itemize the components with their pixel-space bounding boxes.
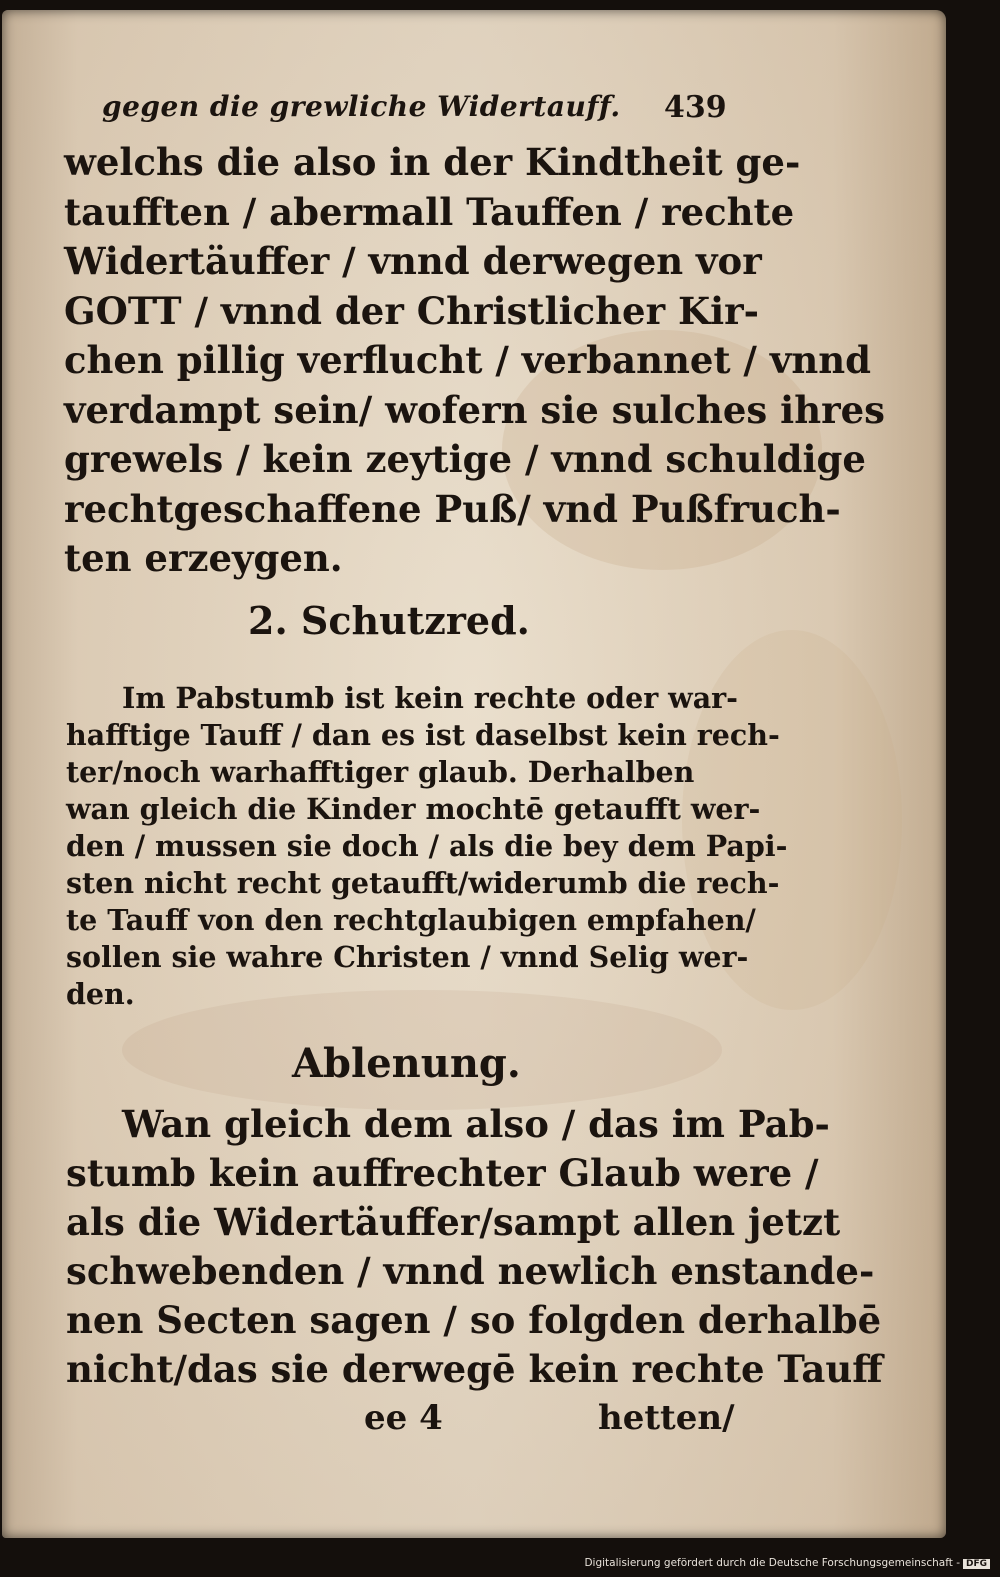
book-page xyxy=(2,10,946,1538)
catchword: hetten/ xyxy=(598,1398,735,1438)
text-line: stumb kein auffrechter Glaub were / xyxy=(66,1151,819,1195)
section-heading-schutzred: 2. Schutzred. xyxy=(248,598,530,643)
text-line: den / mussen sie doch / als die bey dem Papi- xyxy=(66,829,788,863)
text-line: rechtgeschaffene Puß/ vnd Pußfruch- xyxy=(64,486,841,531)
text-line: hafftige Tauff / dan es ist daselbst kein rech- xyxy=(66,718,780,752)
dfg-logo: DFG xyxy=(963,1559,990,1569)
text-line: schwebenden / vnnd newlich enstande- xyxy=(66,1249,875,1293)
running-head: gegen die grewliche Widertauff. xyxy=(102,90,621,123)
digitization-credit xyxy=(584,1557,990,1569)
text-line: als die Widertäuffer/sampt allen jetzt xyxy=(66,1200,841,1244)
paragraph-2 xyxy=(66,680,787,1013)
page-number: 439 xyxy=(664,90,727,125)
text-line: taufften / abermall Tauffen / rechte xyxy=(64,189,795,234)
text-line: nicht/das sie derwegē kein rechte Tauff xyxy=(66,1347,883,1391)
text-line: chen pillig verflucht / verbannet / vnnd xyxy=(64,338,871,382)
text-line: grewels / kein zeytige / vnnd schuldige xyxy=(64,437,866,481)
text-line: Im Pabstumb ist kein rechte oder war- xyxy=(122,681,739,715)
text-line: nen Secten sagen / so folgden derhalbē xyxy=(66,1298,882,1342)
paragraph-3 xyxy=(66,1100,883,1394)
text-line: Widertäuffer / vnnd derwegen vor xyxy=(64,239,762,283)
text-line: wan gleich die Kinder mochtē getaufft wer- xyxy=(66,792,761,826)
text-line: Wan gleich dem also / das im Pab- xyxy=(122,1102,830,1146)
text-line: te Tauff von den rechtglaubigen empfahen/ xyxy=(66,903,756,937)
text-line: ter/noch warhafftiger glaub. Derhalben xyxy=(66,755,695,789)
text-line: verdampt sein/ wofern sie sulches ihres xyxy=(64,387,885,432)
text-line: sten nicht recht getaufft/widerumb die rech- xyxy=(66,866,780,900)
credit-text: Digitalisierung gefördert durch die Deutsche Forschungsgemeinschaft - xyxy=(584,1557,960,1569)
signature-mark: ee 4 xyxy=(364,1398,443,1438)
section-heading-ablenung: Ablenung. xyxy=(292,1040,521,1087)
text-line: welchs die also in der Kindtheit ge- xyxy=(64,140,801,184)
text-line: GOTT / vnnd der Christlicher Kir- xyxy=(64,288,760,333)
text-line: den. xyxy=(66,977,135,1011)
text-line: sollen sie wahre Christen / vnnd Selig wer- xyxy=(66,940,749,974)
text-line: ten erzeygen. xyxy=(64,536,343,580)
paragraph-1 xyxy=(64,138,885,584)
